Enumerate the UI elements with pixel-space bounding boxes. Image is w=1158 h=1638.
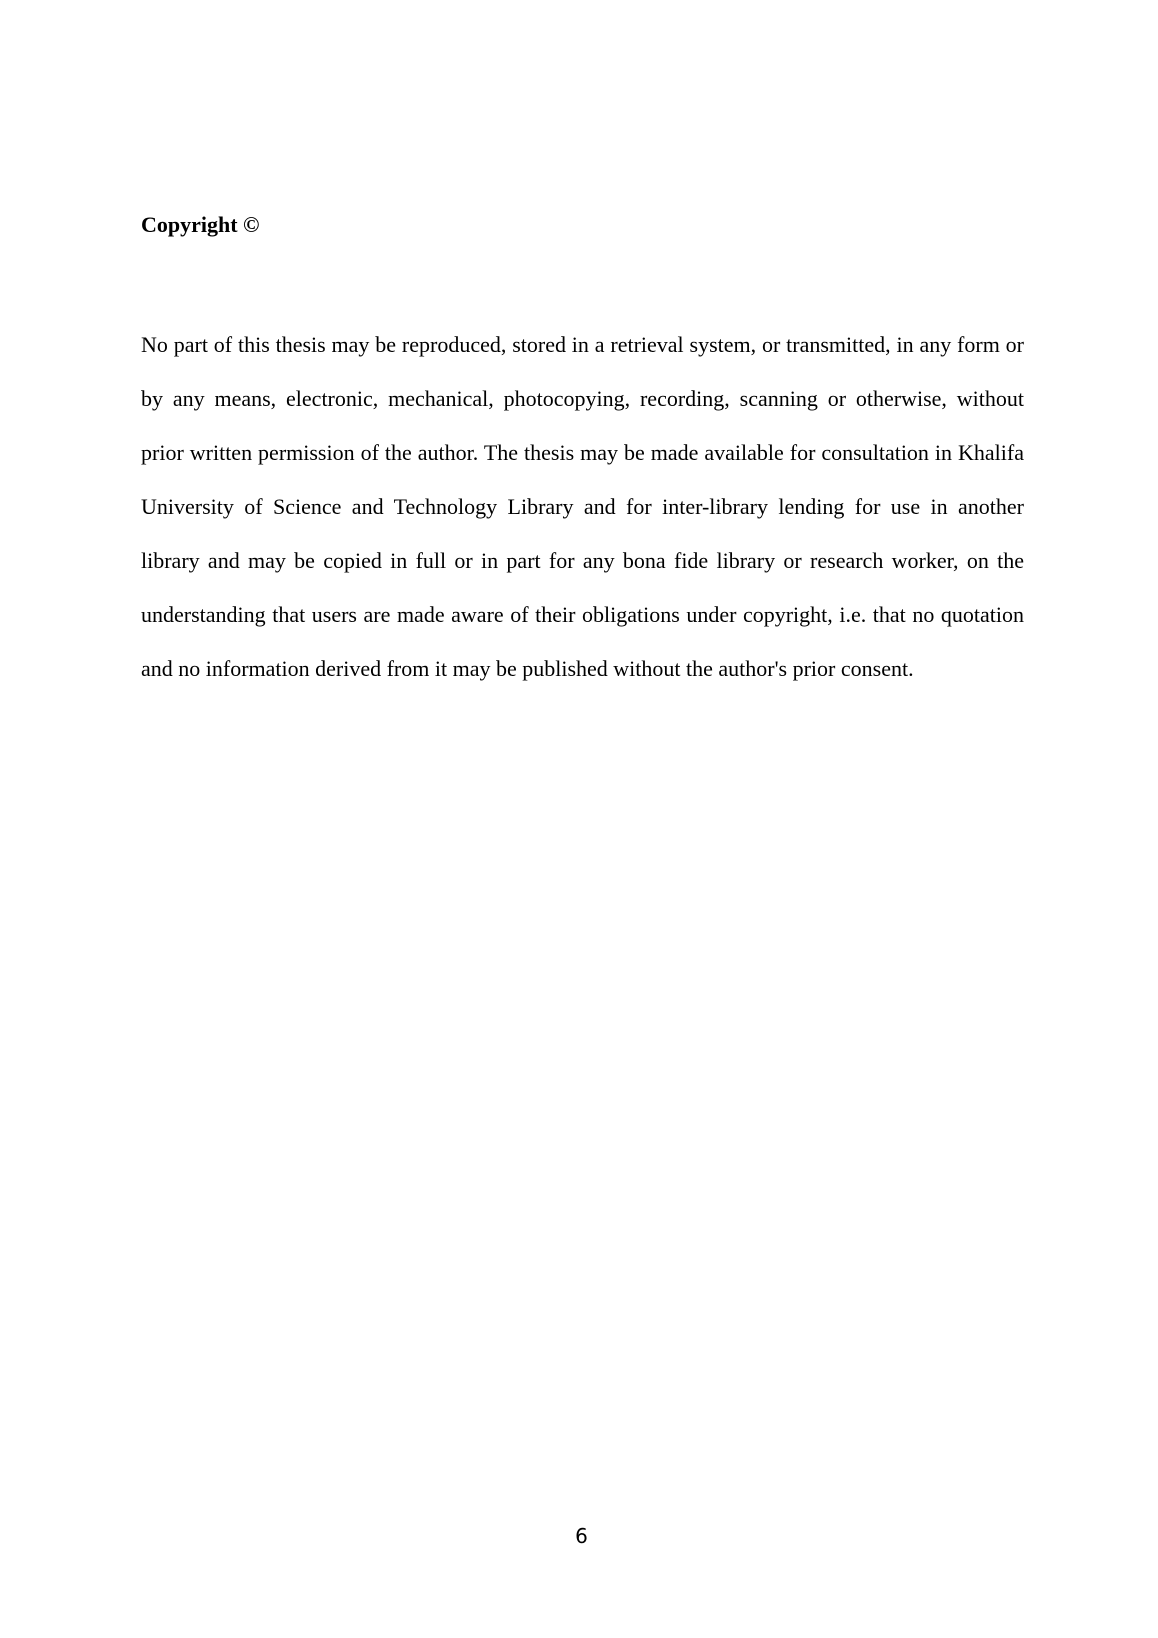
- copyright-heading: Copyright ©: [141, 212, 260, 237]
- page-number: 6: [575, 1524, 588, 1548]
- copyright-statement: No part of this thesis may be reproduced, stored in a retrieval system, or transmitted, in any form or by any means, electronic, mechanical, photocopying, recording, scanning or otherwise, without prior written permission of the author. The thesis may be made available for consultation in Khalifa University of Science and Technology Library and for inter-library lending for use in another library and may be copied in full or in part for any bona fide library or research worker, on the understanding that users are made aware of their obligations under copyright, i.e. that no quotation and no information derived from it may be published without the author's prior consent.: [141, 332, 1024, 681]
